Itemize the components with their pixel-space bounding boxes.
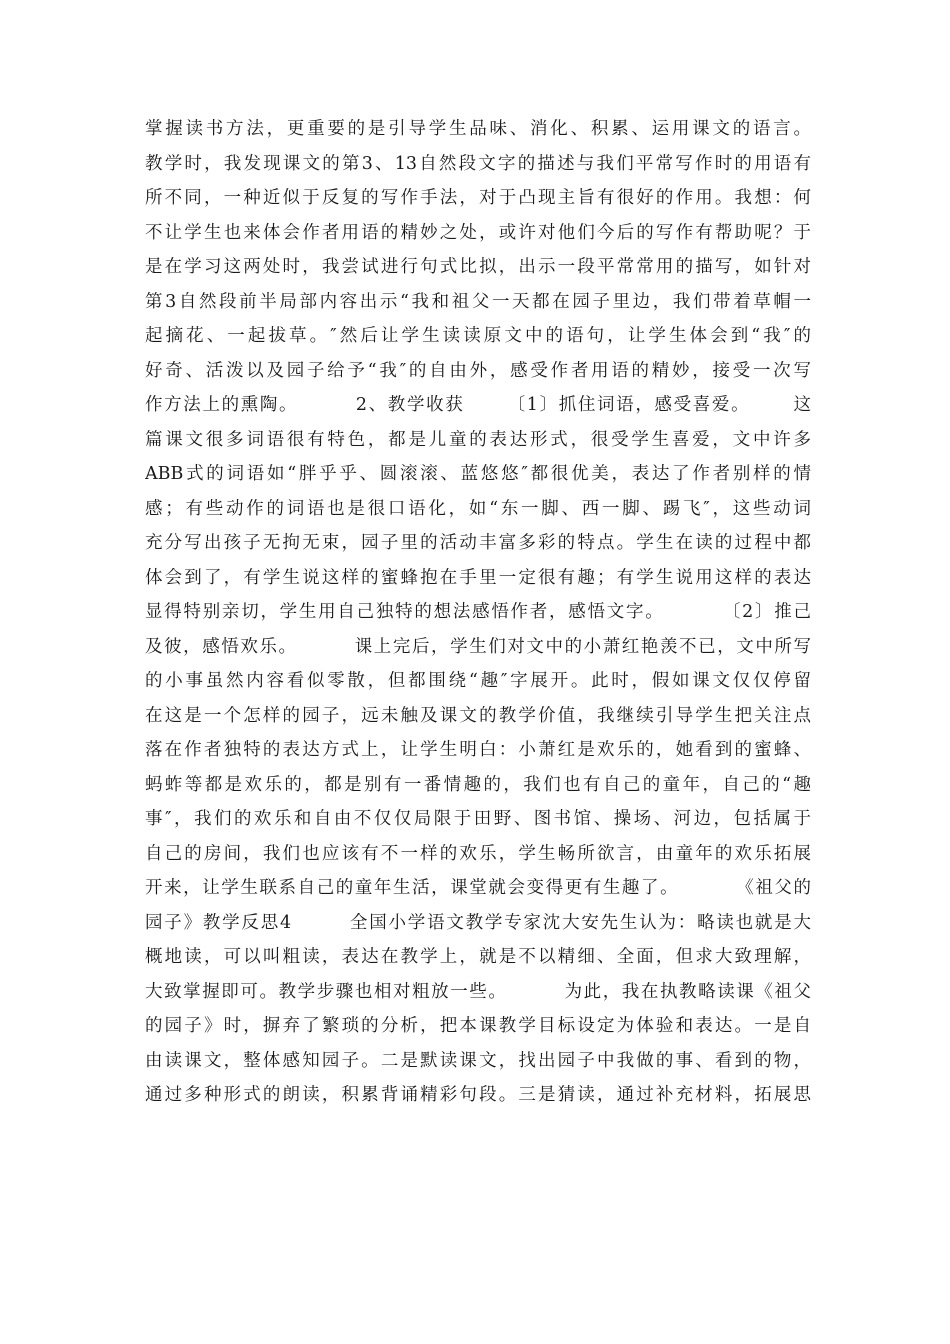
text-line: 不让学生也来体会作者用语的精妙之处，或许对他们今后的写作有帮助呢？于 <box>145 222 811 243</box>
text-line: 园子》教学反思4 全国小学语文教学专家沈大安先生认为：略读也就是大 <box>145 912 811 933</box>
text-line: 落在作者独特的表达方式上，让学生明白：小萧红是欢乐的，她看到的蜜蜂、 <box>145 740 811 760</box>
body-text <box>145 112 811 1113</box>
text-line: 体会到了，有学生说这样的蜜蜂抱在手里一定很有趣；有学生说用这样的表达 <box>145 567 811 588</box>
text-line: 显得特别亲切，学生用自己独特的想法感悟作者，感悟文字。 〔2〕推己 <box>145 602 811 622</box>
text-line: 掌握读书方法，更重要的是引导学生品味、消化、积累、运用课文的语言。 <box>145 119 811 139</box>
text-line: 第3自然段前半局部内容出示“我和祖父一天都在园子里边，我们带着草帽一 <box>145 291 811 312</box>
text-line: 的园子》时，摒弃了繁琐的分析，把本课教学目标设定为体验和表达。一是自 <box>145 1016 811 1036</box>
text-line: 好奇、活泼以及园子给予“我″的自由外，感受作者用语的精妙，接受一次写 <box>145 360 811 381</box>
text-line: 由读课文，整体感知园子。二是默读课文，找出园子中我做的事、看到的物， <box>145 1050 811 1071</box>
text-line: 教学时，我发现课文的第3、13自然段文字的描述与我们平常写作时的用语有 <box>145 153 811 174</box>
text-line: 感；有些动作的词语也是很口语化，如“东一脚、西一脚、踢飞″，这些动词 <box>145 498 811 519</box>
text-line: 起摘花、一起拔草。″然后让学生读读原文中的语句，让学生体会到“我″的 <box>145 326 811 346</box>
text-line: 概地读，可以叫粗读，表达在教学上，就是不以精细、全面，但求大致理解， <box>145 947 811 967</box>
text-line: 大致掌握即可。教学步骤也相对粗放一些。 为此，我在执教略读课《祖父 <box>145 981 811 1002</box>
text-line: 篇课文很多词语很有特色，都是儿童的表达形式，很受学生喜爱，文中许多 <box>145 429 811 450</box>
text-line: 开来，让学生联系自己的童年生活，课堂就会变得更有生趣了。 《祖父的 <box>145 878 811 898</box>
text-line: 蚂蚱等都是欢乐的，都是别有一番情趣的，我们也有自己的童年，自己的“趣 <box>145 774 811 795</box>
text-line: 自己的房间，我们也应该有不一样的欢乐，学生畅所欲言，由童年的欢乐拓展 <box>145 843 811 864</box>
text-line: 所不同，一种近似于反复的写作手法，对于凸现主旨有很好的作用。我想：何 <box>145 188 811 208</box>
text-line: 作方法上的熏陶。 2、教学收获 〔1〕抓住词语，感受喜爱。 这 <box>145 395 811 415</box>
text-line: 是在学习这两处时，我尝试进行句式比拟，出示一段平常常用的描写，如针对 <box>145 257 811 277</box>
text-line: 在这是一个怎样的园子，远未触及课文的教学价值，我继续引导学生把关注点 <box>145 705 811 726</box>
text-line: 充分写出孩子无拘无束，园子里的活动丰富多彩的特点。学生在读的过程中都 <box>145 533 811 553</box>
text-line: 通过多种形式的朗读，积累背诵精彩句段。三是猜读，通过补充材料，拓展思 <box>145 1085 811 1105</box>
text-line: 事″，我们的欢乐和自由不仅仅局限于田野、图书馆、操场、河边，包括属于 <box>145 809 811 829</box>
text-line: ABB式的词语如“胖乎乎、圆滚滚、蓝悠悠″都很优美，表达了作者别样的情 <box>145 464 811 484</box>
text-line: 的小事虽然内容看似零散，但都围绕“趣″字展开。此时，假如课文仅仅停留 <box>145 671 811 691</box>
text-line: 及彼，感悟欢乐。 课上完后，学生们对文中的小萧红艳羡不已，文中所写 <box>145 636 811 657</box>
